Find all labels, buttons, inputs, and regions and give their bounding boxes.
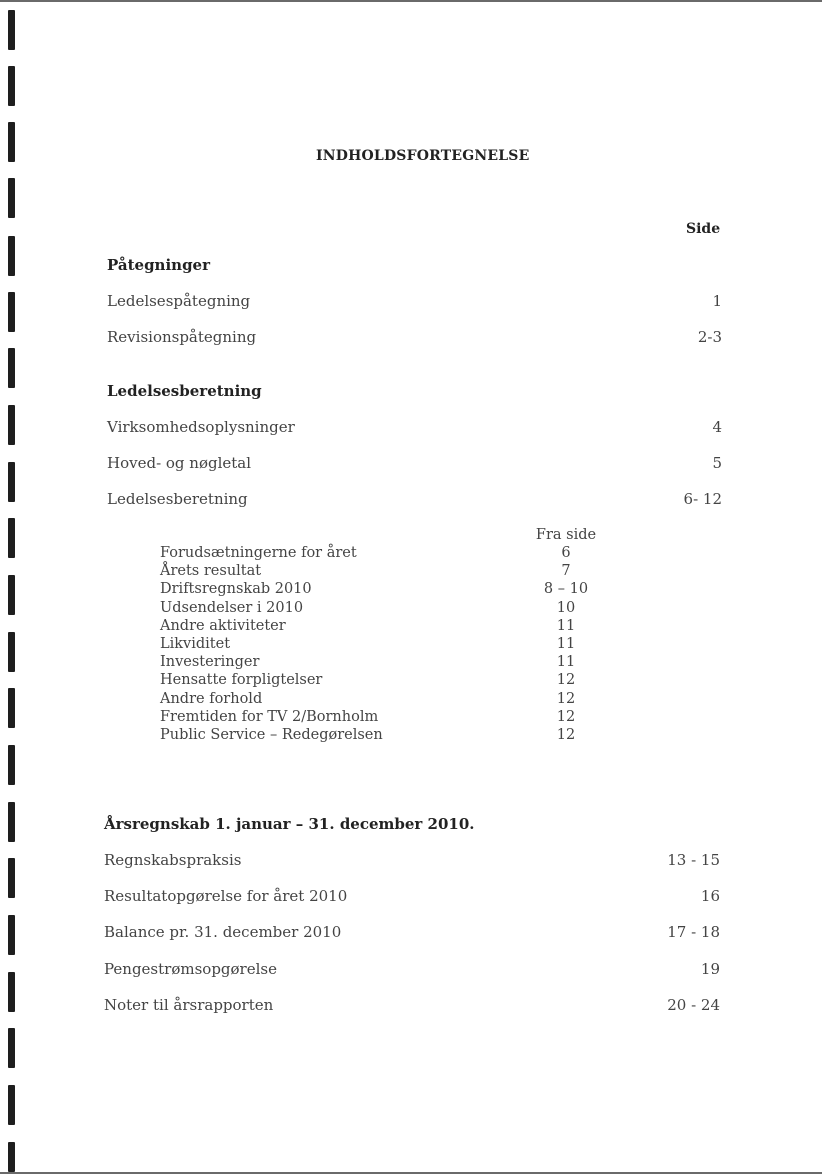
section-heading: Ledelsesberetning [107, 382, 262, 400]
toc-entry-page: 16 [700, 887, 720, 905]
sub-entry-page: 12 [556, 672, 576, 689]
toc-entry-label: Ledelsespåtegning [107, 292, 251, 310]
toc-entry-page: 5 [712, 454, 722, 472]
toc-entry-page: 17 - 18 [667, 923, 720, 941]
binder-mark [8, 66, 15, 106]
side-column-header: Side [686, 221, 721, 237]
toc-entry-label: Pengestrømsopgørelse [104, 960, 277, 978]
binder-mark [8, 10, 15, 50]
sub-entry-page: 11 [556, 636, 576, 653]
binder-mark [8, 1028, 15, 1068]
toc-entry-page: 6- 12 [683, 490, 722, 508]
toc-entry-label: Revisionspåtegning [107, 328, 257, 346]
binder-mark [8, 292, 15, 332]
sub-entry-page: 7 [561, 563, 571, 580]
sub-table-labels [160, 544, 383, 744]
sub-table-header: Fra side [535, 527, 597, 543]
sub-entry-page: 11 [556, 617, 576, 634]
binder-mark [8, 1142, 15, 1172]
toc-entry-page: 20 - 24 [667, 996, 720, 1014]
binder-mark [8, 858, 15, 898]
binder-mark [8, 236, 15, 276]
binder-mark [8, 348, 15, 388]
sub-entry-label: Andre forhold [160, 690, 263, 707]
sub-entry-page: 12 [556, 690, 576, 707]
toc-entry-page: 1 [712, 292, 722, 310]
sub-entry-label: Hensatte forpligtelser [160, 672, 323, 689]
section-heading: Årsregnskab 1. januar – 31. december 2010. [104, 815, 475, 833]
toc-entry-label: Noter til årsrapporten [104, 996, 274, 1014]
binder-mark [8, 915, 15, 955]
sub-entry-label: Udsendelser i 2010 [160, 599, 304, 616]
toc-entry-page: 19 [700, 960, 720, 978]
binder-mark [8, 972, 15, 1012]
toc-entry-label: Balance pr. 31. december 2010 [104, 923, 342, 941]
sub-entry-page: 10 [556, 599, 576, 616]
sub-entry-label: Årets resultat [160, 563, 262, 580]
binder-mark [8, 178, 15, 218]
sub-entry-page: 12 [556, 727, 576, 744]
page-title: INDHOLDSFORTEGNELSE [316, 148, 530, 164]
toc-entry-label: Ledelsesberetning [107, 490, 248, 508]
sub-entry-label: Driftsregnskab 2010 [160, 581, 312, 598]
toc-entry-label: Hoved- og nøgletal [107, 454, 252, 472]
sub-entry-label: Public Service – Redegørelsen [160, 727, 383, 744]
binder-mark [8, 688, 15, 728]
sub-entry-label: Fremtiden for TV 2/Bornholm [160, 708, 379, 725]
sub-entry-label: Andre aktiviteter [160, 617, 286, 634]
sub-entry-page: 12 [556, 708, 576, 725]
sub-entry-page: 8 – 10 [543, 581, 589, 598]
binder-mark [8, 122, 15, 162]
binder-mark [8, 405, 15, 445]
toc-entry-page: 2-3 [697, 328, 722, 346]
toc-entry-label: Resultatopgørelse for året 2010 [104, 887, 348, 905]
sub-entry-label: Likviditet [160, 636, 231, 653]
sub-entry-label: Forudsætningerne for året [160, 545, 357, 561]
sub-entry-page: 11 [556, 654, 576, 671]
toc-entry-label: Regnskabspraksis [104, 851, 242, 869]
toc-entry-page: 13 - 15 [667, 851, 720, 869]
binder-mark [8, 518, 15, 558]
section-heading: Påtegninger [107, 256, 211, 274]
binder-mark [8, 1085, 15, 1125]
toc-entry-page: 4 [712, 418, 722, 436]
binder-mark [8, 745, 15, 785]
scan-edge-top [0, 0, 822, 2]
toc-entry-label: Virksomhedsoplysninger [107, 418, 295, 436]
binder-mark [8, 575, 15, 615]
sub-entry-label: Investeringer [160, 654, 260, 671]
sub-entry-page: 6 [561, 545, 571, 561]
binder-mark [8, 462, 15, 502]
sub-table-pages [526, 544, 606, 744]
binder-mark [8, 802, 15, 842]
binder-mark [8, 632, 15, 672]
